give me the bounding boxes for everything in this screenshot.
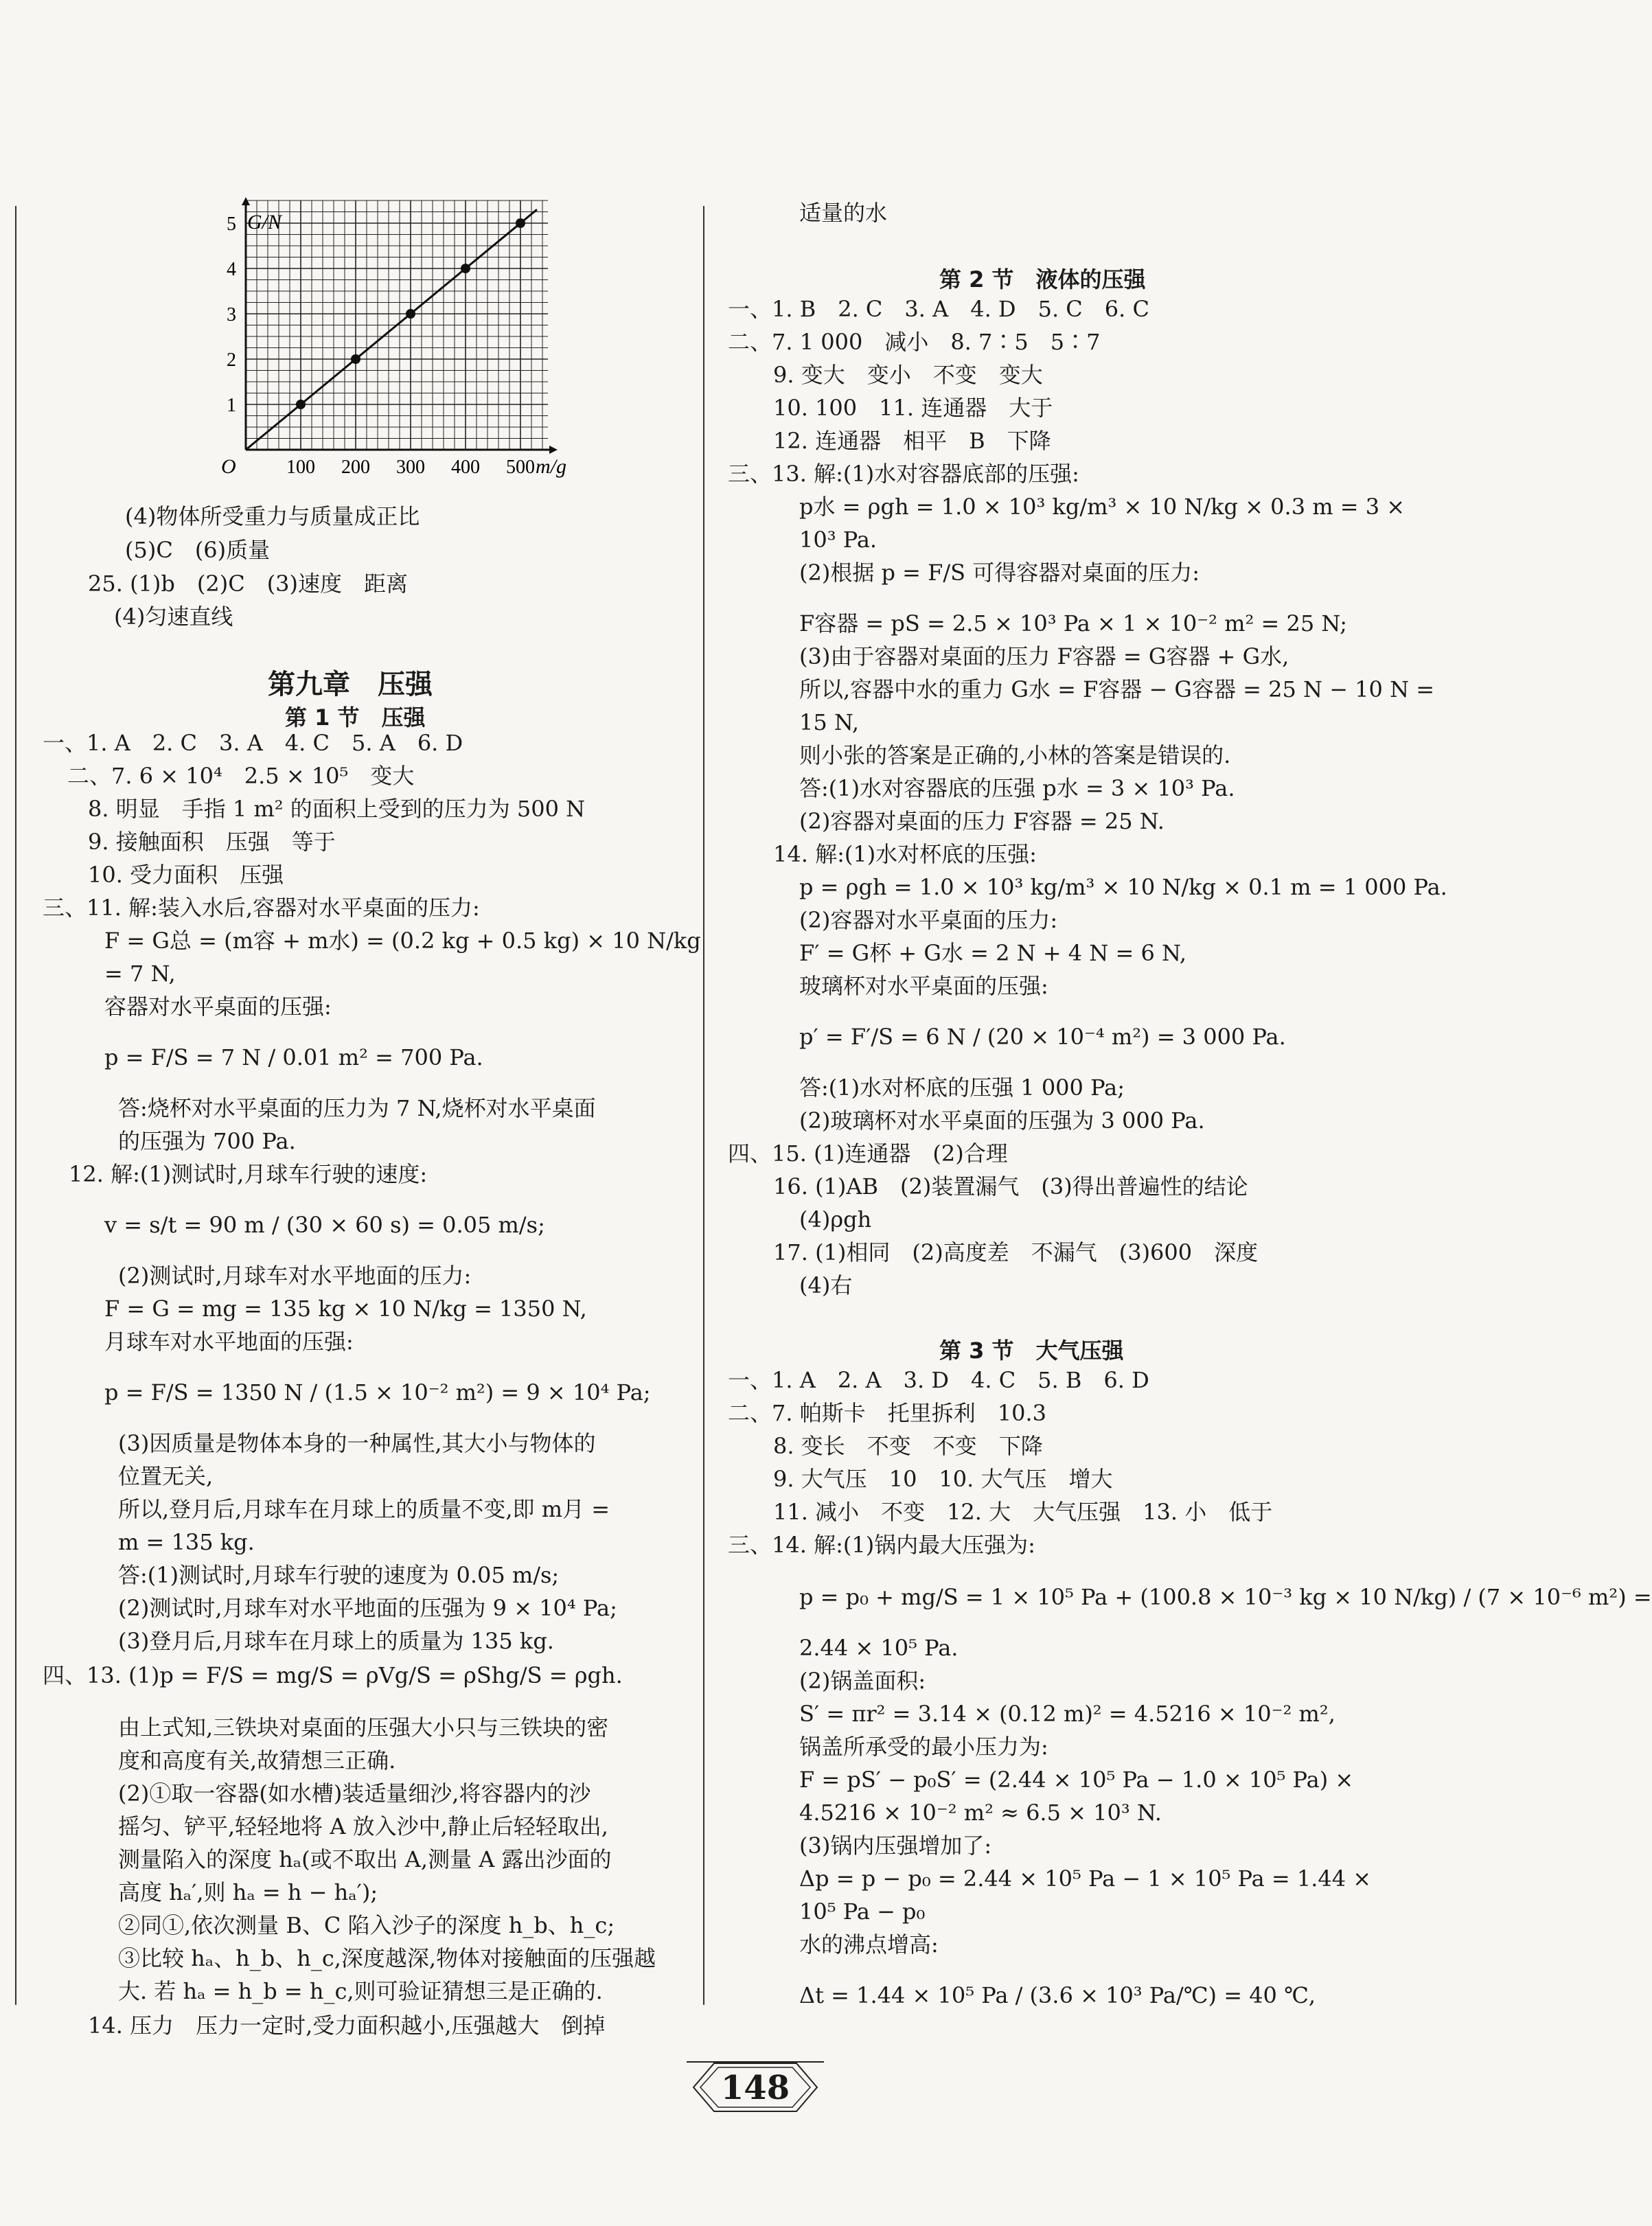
s3-line-18: Δt = 1.44 × 10⁵ Pa / (3.6 × 10³ Pa/℃) = 40 ℃, [799, 1982, 1316, 2008]
s3-line-14: (3)锅内压强增加了: [799, 1833, 992, 1859]
s2-line-14: 则小张的答案是正确的,小林的答案是错误的. [799, 742, 1231, 768]
data-point-2 [351, 354, 360, 364]
s2-line-7: p水 = ρgh = 1.0 × 10³ kg/m³ × 10 N/kg × 0.3 m = 3 × [799, 494, 1406, 520]
s2-line-6: 三、13. 解:(1)水对容器底部的压强: [728, 461, 1079, 487]
left-line-29: (2)①取一容器(如水槽)装适量细沙,将容器内的沙 [118, 1780, 591, 1806]
s2-line-28: 17. (1)相同 (2)高度差 不漏气 (3)600 深度 [773, 1239, 1259, 1265]
s3-line-3: 8. 变长 不变 不变 下降 [773, 1433, 1043, 1459]
s3-line-4: 9. 大气压 10 10. 大气压 增大 [773, 1466, 1113, 1492]
left-line-15: (2)测试时,月球车对水平地面的压力: [118, 1263, 472, 1289]
s2-line-20: F′ = G杯 + G水 = 2 N + 4 N = 6 N, [799, 940, 1187, 966]
s2-line-10: F容器 = pS = 2.5 × 10³ Pa × 1 × 10⁻² m² = 25 N; [799, 610, 1348, 636]
y-axis-label: G/N [247, 211, 282, 233]
q25-line-1: 25. (1)b (2)C (3)速度 距离 [88, 571, 409, 597]
s2-line-5: 12. 连通器 相平 B 下降 [773, 428, 1051, 454]
y-tick-label: 1 [227, 395, 236, 416]
section-2-title: 第 2 节 液体的压强 [939, 266, 1146, 292]
left-line-16: F = G = mg = 135 kg × 10 N/kg = 1350 N, [104, 1296, 587, 1322]
left-line-13: 12. 解:(1)测试时,月球车行驶的速度: [69, 1161, 428, 1187]
left-line-35: 大. 若 hₐ = h_b = h_c,则可验证猜想三是正确的. [118, 1978, 603, 2004]
q24-line-4: (4)物体所受重力与质量成正比 [125, 503, 420, 529]
left-line-20: 位置无关, [118, 1463, 214, 1489]
y-tick-label: 5 [227, 214, 236, 235]
y-tick-label: 3 [227, 304, 236, 325]
left-margin-rule [15, 206, 16, 2005]
column-divider [703, 206, 704, 2005]
y-axis-arrow [242, 197, 250, 205]
left-line-3: 8. 明显 手指 1 m² 的面积上受到的压力为 500 N [88, 796, 586, 822]
s2-line-13: 15 N, [799, 709, 860, 735]
left-line-7: F = G总 = (m容 + m水) = (0.2 kg + 0.5 kg) × 10 N/kg [104, 928, 701, 954]
s3-line-10: S′ = πr² = 3.14 × (0.12 m)² = 4.5216 × 10⁻² m², [799, 1701, 1335, 1727]
page-number: 148 [720, 2069, 790, 2107]
y-tick-label: 2 [227, 349, 236, 371]
s2-line-22: p′ = F′/S = 6 N / (20 × 10⁻⁴ m²) = 3 000 Pa. [799, 1024, 1286, 1050]
left-line-32: 高度 hₐ′,则 hₐ = h − hₐ′); [118, 1879, 378, 1905]
y-tick-labels [227, 214, 236, 416]
left-line-14: v = s/t = 90 m / (30 × 60 s) = 0.05 m/s; [104, 1212, 545, 1238]
s3-line-1: 一、1. A 2. A 3. D 4. C 5. B 6. D [728, 1367, 1149, 1393]
s2-line-1: 一、1. B 2. C 3. A 4. D 5. C 6. C [728, 296, 1149, 322]
left-line-10: p = F/S = 7 N / 0.01 m² = 700 Pa. [104, 1044, 483, 1070]
s2-line-23: 答:(1)水对杯底的压强 1 000 Pa; [799, 1075, 1125, 1101]
x-tick-label: 500 [506, 457, 535, 478]
left-line-24: (2)测试时,月球车对水平地面的压强为 9 × 10⁴ Pa; [118, 1595, 617, 1621]
left-line-2: 二、7. 6 × 10⁴ 2.5 × 10⁵ 变大 [67, 763, 415, 789]
s2-line-3: 9. 变大 变小 不变 变大 [773, 362, 1043, 388]
q24-line-5: (5)C (6)质量 [125, 537, 271, 563]
data-point-1 [296, 400, 306, 409]
section-3-title: 第 3 节 大气压强 [939, 1338, 1124, 1364]
x-tick-label: 400 [451, 457, 480, 478]
x-tick-label: 100 [286, 457, 315, 478]
s2-line-25: 四、15. (1)连通器 (2)合理 [728, 1140, 1008, 1167]
s2-line-19: (2)容器对水平桌面的压力: [799, 907, 1058, 933]
left-line-25: (3)登月后,月球车在月球上的质量为 135 kg. [118, 1628, 554, 1654]
data-point-5 [516, 218, 525, 228]
left-line-5: 10. 受力面积 压强 [88, 862, 284, 888]
chapter-title: 第九章 压强 [268, 669, 433, 700]
left-line-30: 摇匀、铲平,轻轻地将 A 放入沙中,静止后轻轻取出, [118, 1813, 608, 1839]
left-line-21: 所以,登月后,月球车在月球上的质量不变,即 m月 = [118, 1496, 610, 1522]
left-line-33: ②同①,依次测量 B、C 陷入沙子的深度 h_b、h_c; [118, 1912, 615, 1938]
x-axis-label: m/g [536, 455, 566, 478]
s2-line-21: 玻璃杯对水平桌面的压强: [799, 973, 1048, 999]
left-line-27: 由上式知,三铁块对桌面的压强大小只与三铁块的密 [118, 1714, 609, 1741]
left-line-9: 容器对水平桌面的压强: [104, 994, 332, 1020]
origin-label: O [221, 455, 236, 478]
s3-line-16: 10⁵ Pa − p₀ [799, 1898, 926, 1925]
s3-line-8: 2.44 × 10⁵ Pa. [799, 1635, 959, 1661]
left-line-22: m = 135 kg. [118, 1529, 255, 1555]
x-tick-label: 200 [341, 457, 370, 478]
s2-line-18: p = ρgh = 1.0 × 10³ kg/m³ × 10 N/kg × 0.1 m = 1 000 Pa. [799, 874, 1447, 900]
s2-line-16: (2)容器对桌面的压力 F容器 = 25 N. [799, 808, 1165, 834]
page-number-badge [687, 2056, 824, 2118]
left-line-36: 14. 压力 压力一定时,受力面积越小,压强越大 倒掉 [88, 2012, 606, 2039]
left-line-12: 的压强为 700 Pa. [118, 1128, 296, 1154]
s2-line-24: (2)玻璃杯对水平桌面的压强为 3 000 Pa. [799, 1108, 1205, 1134]
left-line-19: (3)因质量是物体本身的一种属性,其大小与物体的 [118, 1430, 596, 1456]
left-line-28: 度和高度有关,故猜想三正确. [118, 1747, 396, 1774]
left-line-18: p = F/S = 1350 N / (1.5 × 10⁻² m²) = 9 × 10⁴ Pa; [104, 1379, 651, 1405]
data-point-3 [406, 309, 415, 319]
y-tick-label: 4 [227, 259, 236, 280]
gravity-mass-chart [206, 196, 590, 484]
left-line-4: 9. 接触面积 压强 等于 [88, 829, 336, 855]
s2-line-29: (4)右 [799, 1272, 853, 1298]
s2-line-4: 10. 100 11. 连通器 大于 [773, 395, 1053, 421]
x-tick-label: 300 [396, 457, 425, 478]
left-line-17: 月球车对水平地面的压强: [104, 1329, 354, 1355]
s2-line-9: (2)根据 p = F/S 可得容器对桌面的压力: [799, 560, 1200, 586]
left-line-11: 答:烧杯对水平桌面的压力为 7 N,烧杯对水平桌面 [118, 1095, 596, 1121]
s3-line-11: 锅盖所承受的最小压力为: [799, 1734, 1048, 1760]
s2-line-15: 答:(1)水对容器底的压强 p水 = 3 × 10³ Pa. [799, 775, 1235, 801]
s3-line-6: 三、14. 解:(1)锅内最大压强为: [728, 1532, 1035, 1558]
s3-line-5: 11. 减小 不变 12. 大 大气压强 13. 小 低于 [773, 1499, 1273, 1525]
s2-line-8: 10³ Pa. [799, 527, 877, 553]
s3-line-13: 4.5216 × 10⁻² m² ≈ 6.5 × 10³ N. [799, 1800, 1162, 1826]
left-line-26: 四、13. (1)p = F/S = mg/S = ρVg/S = ρShg/S = ρgh. [43, 1662, 623, 1688]
s3-line-12: F = pS′ − p₀S′ = (2.44 × 10⁵ Pa − 1.0 × 10⁵ Pa) × [799, 1767, 1354, 1793]
s2-line-12: 所以,容器中水的重力 G水 = F容器 − G容器 = 25 N − 10 N = [799, 676, 1435, 702]
x-axis-arrow [549, 446, 558, 454]
s2-line-27: (4)ρgh [799, 1206, 872, 1232]
section-1-title: 第 1 节 压强 [285, 704, 426, 731]
s3-line-7: p = p₀ + mg/S = 1 × 10⁵ Pa + (100.8 × 10⁻³ kg × 10 N/kg) / (7 × 10⁻⁶ m²) = [799, 1584, 1652, 1610]
s3-line-17: 水的沸点增高: [799, 1931, 939, 1958]
left-line-31: 测量陷入的深度 hₐ(或不取出 A,测量 A 露出沙面的 [118, 1846, 612, 1872]
s2-line-17: 14. 解:(1)水对杯底的压强: [773, 841, 1037, 867]
left-line-1: 一、1. A 2. C 3. A 4. C 5. A 6. D [43, 730, 463, 756]
s2-line-2: 二、7. 1 000 减小 8. 7∶5 5∶7 [728, 329, 1101, 355]
s2-line-11: (3)由于容器对桌面的压力 F容器 = G容器 + G水, [799, 643, 1289, 669]
s3-line-15: Δp = p − p₀ = 2.44 × 10⁵ Pa − 1 × 10⁵ Pa = 1.44 × [799, 1866, 1372, 1892]
left-line-34: ③比较 hₐ、h_b、h_c,深度越深,物体对接触面的压强越 [118, 1945, 656, 1971]
x-tick-labels [286, 457, 535, 478]
left-line-6: 三、11. 解:装入水后,容器对水平桌面的压力: [43, 895, 480, 921]
q14-tail: 适量的水 [799, 200, 888, 226]
s3-line-2: 二、7. 帕斯卡 托里拆利 10.3 [728, 1400, 1046, 1426]
data-point-4 [461, 264, 470, 273]
q25-line-2: (4)匀速直线 [114, 604, 233, 630]
left-line-23: 答:(1)测试时,月球车行驶的速度为 0.05 m/s; [118, 1562, 560, 1588]
left-line-8: = 7 N, [104, 961, 176, 987]
s3-line-9: (2)锅盖面积: [799, 1668, 926, 1694]
s2-line-26: 16. (1)AB (2)装置漏气 (3)得出普遍性的结论 [773, 1173, 1248, 1200]
